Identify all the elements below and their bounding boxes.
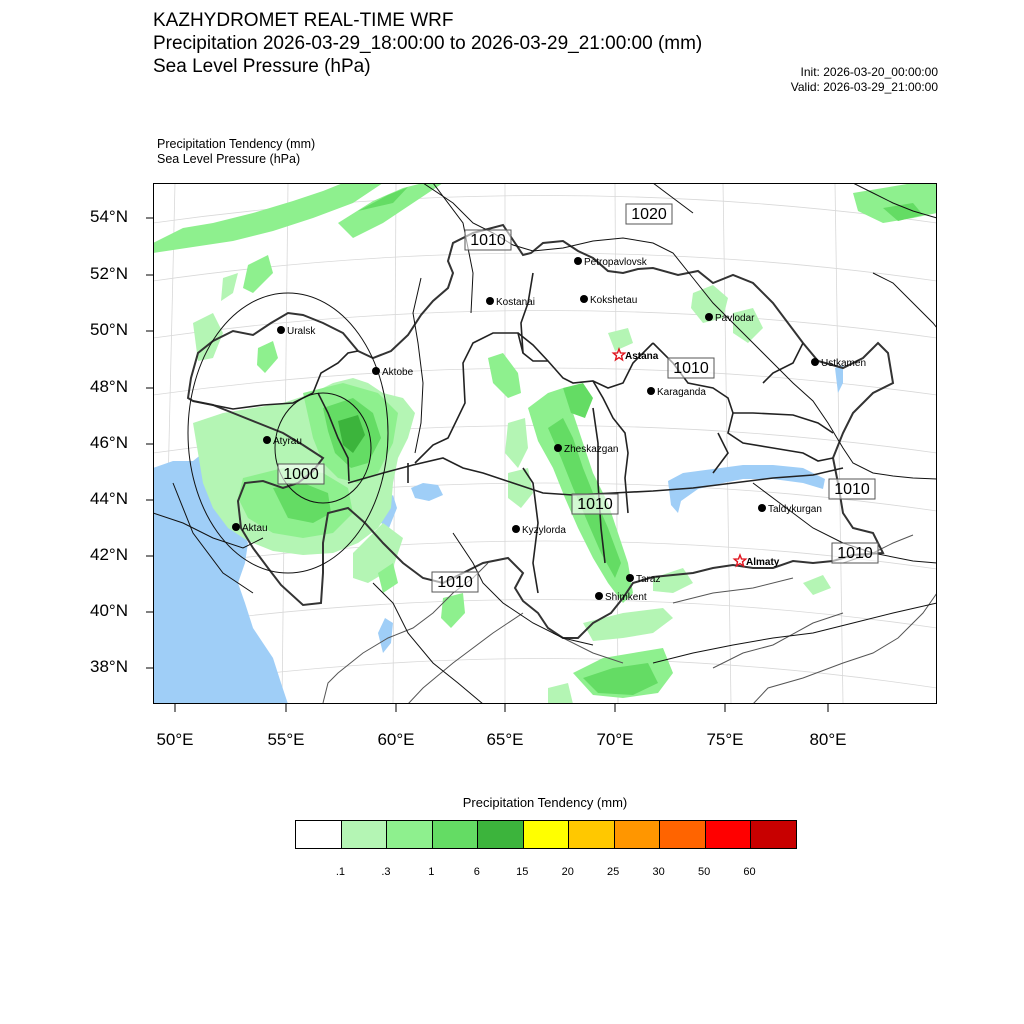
- city-dot: [512, 525, 520, 533]
- lat-label: 48°N: [90, 377, 128, 396]
- city-dot: [263, 436, 271, 444]
- svg-text:1010: 1010: [437, 574, 473, 591]
- colorbar-swatch: [660, 821, 706, 848]
- lat-label: 54°N: [90, 207, 128, 226]
- lon-label: 60°E: [377, 730, 415, 749]
- city-label: Pavlodar: [715, 313, 755, 324]
- pressure-label: Sea Level Pressure (hPa): [153, 56, 371, 77]
- lat-label: 42°N: [90, 545, 128, 564]
- isobar-label: [432, 572, 478, 592]
- city-label: Karaganda: [657, 387, 706, 398]
- city-label: Uralsk: [287, 326, 316, 337]
- city-label: Petropavlovsk: [584, 257, 647, 268]
- city-label: Almaty: [746, 557, 780, 568]
- colorbar-swatch: [706, 821, 752, 848]
- plot-title: KAZHYDROMET REAL-TIME WRF: [153, 10, 454, 31]
- colorbar-label: 60: [743, 866, 756, 878]
- city-label: Aktobe: [382, 367, 414, 378]
- lon-label: 80°E: [809, 730, 847, 749]
- colorbar-label: 30: [652, 866, 665, 878]
- capital-star-icon: [734, 555, 745, 566]
- city-label: Shimkent: [605, 592, 647, 603]
- colorbar-swatch: [569, 821, 615, 848]
- colorbar-swatch: [433, 821, 479, 848]
- colorbar-swatch: [751, 821, 796, 848]
- isobar-label: [668, 358, 714, 378]
- city-dot: [647, 387, 655, 395]
- colorbar: [295, 820, 797, 849]
- colorbar-label: 20: [561, 866, 574, 878]
- lat-label: 46°N: [90, 433, 128, 452]
- city-dot: [705, 313, 713, 321]
- isobar-label: [278, 464, 324, 484]
- colorbar-title: Precipitation Tendency (mm): [462, 795, 628, 810]
- lat-label: 50°N: [90, 320, 128, 339]
- colorbar-swatch: [524, 821, 570, 848]
- field-name-slp: Sea Level Pressure (hPa): [157, 152, 301, 166]
- svg-text:1010: 1010: [577, 496, 613, 513]
- svg-text:1010: 1010: [470, 232, 506, 249]
- city-dot: [554, 444, 562, 452]
- precipitation-field: [153, 183, 937, 704]
- colorbar-swatch: [615, 821, 661, 848]
- isobar-label: [626, 204, 672, 224]
- city-label: Kokshetau: [590, 295, 638, 306]
- city-label: Atyrau: [273, 436, 302, 447]
- city-label: Ustkamen: [821, 358, 867, 369]
- svg-text:1000: 1000: [283, 466, 319, 483]
- lon-label: 75°E: [706, 730, 744, 749]
- lat-label: 44°N: [90, 489, 128, 508]
- city-label: Kyzylorda: [522, 525, 566, 536]
- city-label: Taraz: [636, 574, 661, 585]
- colorbar-swatch: [296, 821, 342, 848]
- weather-map: [153, 183, 937, 704]
- colorbar-label: 15: [516, 866, 529, 878]
- field-name-precip: Precipitation Tendency (mm): [157, 137, 316, 151]
- isobar-label: [572, 494, 618, 514]
- colorbar-label: .3: [381, 866, 391, 878]
- svg-text:1010: 1010: [837, 545, 873, 562]
- precipitation-period: Precipitation 2026-03-29_18:00:00 to 2026-03-29_21:00:00 (mm): [153, 33, 703, 54]
- isobar-label: [465, 230, 511, 250]
- init-time: Init: 2026-03-20_00:00:00: [800, 65, 938, 79]
- city-label: Aktau: [242, 523, 268, 534]
- lon-label: 50°E: [156, 730, 194, 749]
- isobar-label: [832, 543, 878, 563]
- colorbar-label: 25: [607, 866, 620, 878]
- city-dot: [811, 358, 819, 366]
- city-dot: [277, 326, 285, 334]
- isobar-label: [829, 479, 875, 499]
- colorbar-swatch: [387, 821, 433, 848]
- lat-ticks: [140, 183, 154, 723]
- colorbar-label: 50: [697, 866, 711, 878]
- lat-label: 40°N: [90, 601, 128, 620]
- city-dot: [232, 523, 240, 531]
- city-label: Astana: [625, 351, 659, 362]
- lon-label: 55°E: [267, 730, 305, 749]
- lon-label: 70°E: [596, 730, 634, 749]
- city-dot: [486, 297, 494, 305]
- svg-text:1020: 1020: [631, 206, 667, 223]
- colorbar-swatch: [478, 821, 524, 848]
- colorbar-label: 6: [473, 866, 480, 878]
- colorbar-swatch: [342, 821, 388, 848]
- lat-label: 38°N: [90, 657, 128, 676]
- city-dot: [574, 257, 582, 265]
- valid-time: Valid: 2026-03-29_21:00:00: [790, 80, 938, 94]
- city-dot: [758, 504, 766, 512]
- colorbar-label: .1: [335, 866, 346, 878]
- city-dot: [372, 367, 380, 375]
- lon-label: 65°E: [486, 730, 524, 749]
- city-label: Taldykurgan: [768, 504, 822, 515]
- svg-text:1010: 1010: [673, 360, 709, 377]
- lat-label: 52°N: [90, 264, 128, 283]
- city-dot: [626, 574, 634, 582]
- city-label: Zheskazgan: [564, 444, 619, 455]
- colorbar-label: 1: [428, 866, 435, 878]
- lon-ticks: [153, 704, 937, 718]
- svg-text:1010: 1010: [834, 481, 870, 498]
- city-dot: [580, 295, 588, 303]
- city-dot: [595, 592, 603, 600]
- city-label: Kostanai: [496, 297, 535, 308]
